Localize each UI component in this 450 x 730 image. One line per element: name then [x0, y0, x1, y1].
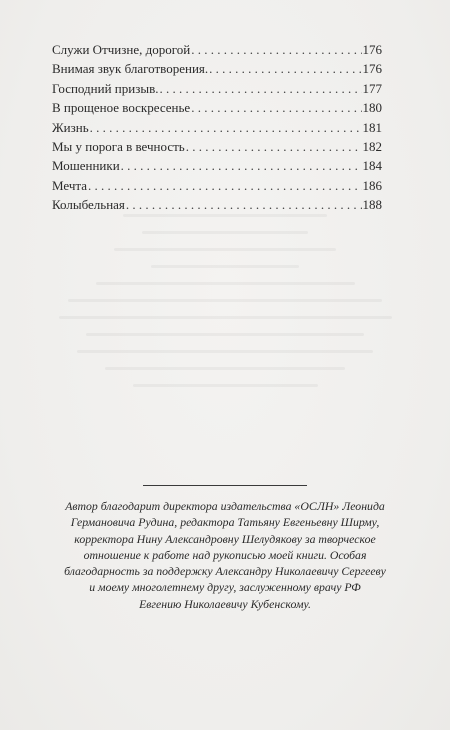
toc-entry-page: 181 [362, 119, 382, 135]
acknowledgement-line: корректора Нину Александровну Шелудякову за творческое [74, 531, 376, 546]
toc-entry-page: 186 [362, 177, 382, 193]
toc-entry-title: Внимая звук благотворения. [52, 61, 209, 77]
toc-entry-page: 177 [362, 80, 382, 96]
toc-leader-dots [121, 156, 362, 175]
divider-rule [143, 485, 307, 486]
toc-entry [52, 176, 382, 195]
toc-entry-page: 184 [362, 158, 382, 174]
toc-entry [52, 59, 382, 78]
toc-entry [52, 98, 382, 117]
toc-entry-title: Мошенники [52, 158, 120, 174]
toc-leader-dots [191, 98, 361, 117]
toc-leader-dots [159, 79, 361, 98]
toc-entry-page: 176 [362, 61, 382, 77]
toc-entry-title: Колыбельная [52, 197, 125, 213]
toc-entry [52, 156, 382, 175]
acknowledgement-line: Германовича Рудина, редактора Татьяну Евгеньевну Ширму, [70, 515, 380, 530]
toc-entry-title: Жизнь [52, 119, 89, 135]
toc-entry [52, 118, 382, 137]
toc-leader-dots [88, 176, 362, 195]
toc-entry [52, 40, 382, 59]
toc-entry [52, 137, 382, 156]
toc-entry-page: 188 [362, 197, 382, 213]
toc-entry-title: Служи Отчизне, дорогой [52, 42, 191, 57]
toc-entry-title: Господний призыв. [52, 80, 159, 96]
acknowledgement-paragraph [28, 498, 422, 612]
toc-entry-page: 176 [362, 42, 382, 57]
toc-entry-title: Мечта [52, 177, 87, 193]
toc-entry-title: В прощеное воскресенье [52, 100, 191, 116]
acknowledgement-line: Евгению Николаевичу Кубенскому. [139, 596, 311, 611]
acknowledgement-line: Автор благодарит директора издательства «ОСЛН» Леонида [65, 499, 385, 513]
toc-leader-dots [90, 118, 362, 137]
table-of-contents [52, 40, 382, 215]
acknowledgement-line: и моему многолетнему другу, заслуженному врачу РФ [89, 580, 361, 595]
toc-entry [52, 79, 382, 98]
toc-leader-dots [209, 59, 361, 78]
toc-entry-title: Мы у порога в вечность [52, 138, 185, 154]
toc-entry-page: 180 [362, 100, 382, 116]
toc-leader-dots [186, 137, 362, 156]
acknowledgement-line: отношение к работе над рукописью моей книги. Особая [83, 547, 367, 562]
acknowledgement-line: благодарность за поддержку Александру Николаевичу Сергееву [64, 564, 386, 579]
toc-entry-page: 182 [362, 138, 382, 154]
show-through-text [40, 200, 410, 480]
toc-leader-dots [191, 40, 361, 59]
